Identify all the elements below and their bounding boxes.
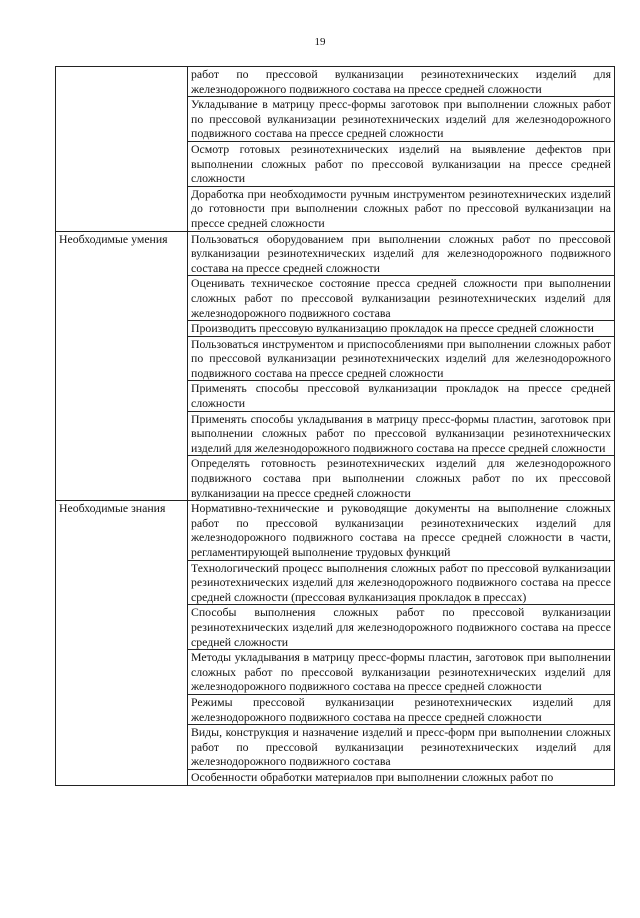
list-item: Виды, конструкция и назначение изделий и пресс-форм при выполнении сложных работ по прессовой вулканизации резинотехнических изделий для железнодорожного подвижного состава — [188, 725, 615, 770]
list-item: Способы выполнения сложных работ по прессовой вулканизации резинотехнических изделий для железнодорожного подвижного состава на прессе средней сложности — [188, 605, 615, 650]
section-label: Необходимые знания — [59, 501, 166, 516]
list-item: Пользоваться инструментом и приспособлениями при выполнении сложных работ по прессовой вулканизации резинотехнических изделий для железнодорожного подвижного состава на прессе средней сложности — [188, 336, 615, 381]
section-label-cell — [56, 501, 188, 785]
section-label-cell — [56, 67, 188, 232]
list-item: Укладывание в матрицу пресс-формы заготовок при выполнении сложных работ по прессовой вулканизации резинотехнических изделий для железнодорожного подвижного состава на прессе средней сложности — [188, 97, 615, 142]
list-item: работ по прессовой вулканизации резинотехнических изделий для железнодорожного подвижного состава на прессе средней сложности — [188, 67, 615, 97]
list-item: Применять способы укладывания в матрицу пресс-формы пластин, заготовок при выполнении сложных работ по прессовой вулканизации резинотехнических изделий для железнодорожного подвижного состава на прессе средней сложности — [188, 411, 615, 456]
page-number: 19 — [314, 36, 326, 48]
table-row — [56, 67, 615, 97]
list-item: Применять способы прессовой вулканизации прокладок на прессе средней сложности — [188, 381, 615, 411]
list-item: Методы укладывания в матрицу пресс-формы пластин, заготовок при выполнении сложных работ по прессовой вулканизации резинотехнических изделий для железнодорожного подвижного состава на прессе средней сложности — [188, 650, 615, 695]
list-item: Доработка при необходимости ручным инструментом резинотехнических изделий до готовности при выполнении сложных работ по прессовой вулканизации на прессе средней сложности — [188, 186, 615, 231]
list-item: Пользоваться оборудованием при выполнении сложных работ по прессовой вулканизации резинотехнических изделий для железнодорожного подвижного состава на прессе средней сложности — [188, 231, 615, 276]
table-row — [56, 501, 615, 560]
section-label-cell — [56, 231, 188, 501]
requirements-table — [55, 66, 615, 786]
list-item: Технологический процесс выполнения сложных работ по прессовой вулканизации резинотехнических изделий для железнодорожного подвижного состава на прессе средней сложности (прессовая вулканизация прокладок в прессах) — [188, 560, 615, 605]
section-label: Необходимые умения — [59, 231, 168, 246]
list-item: Осмотр готовых резинотехнических изделий на выявление дефектов при выполнении сложных работ по прессовой вулканизации на прессе средней сложности — [188, 141, 615, 186]
list-item: Оценивать техническое состояние пресса средней сложности при выполнении сложных работ по прессовой вулканизации резинотехнических изделий для железнодорожного подвижного состава — [188, 276, 615, 321]
list-item: Производить прессовую вулканизацию прокладок на прессе средней сложности — [188, 321, 615, 337]
list-item: Определять готовность резинотехнических изделий для железнодорожного подвижного состава при выполнении сложных работ по их прессовой вулканизации на прессе средней сложности — [188, 456, 615, 501]
list-item: Режимы прессовой вулканизации резинотехнических изделий для железнодорожного подвижного состава на прессе средней сложности — [188, 694, 615, 724]
table-row — [56, 231, 615, 276]
list-item: Нормативно-технические и руководящие документы на выполнение сложных работ по прессовой вулканизации резинотехнических изделий для железнодорожного подвижного состава на прессе средней сложности в части, регламентирующей выполнение трудовых функций — [188, 501, 615, 560]
list-item: Особенности обработки материалов при выполнении сложных работ по — [188, 769, 615, 785]
